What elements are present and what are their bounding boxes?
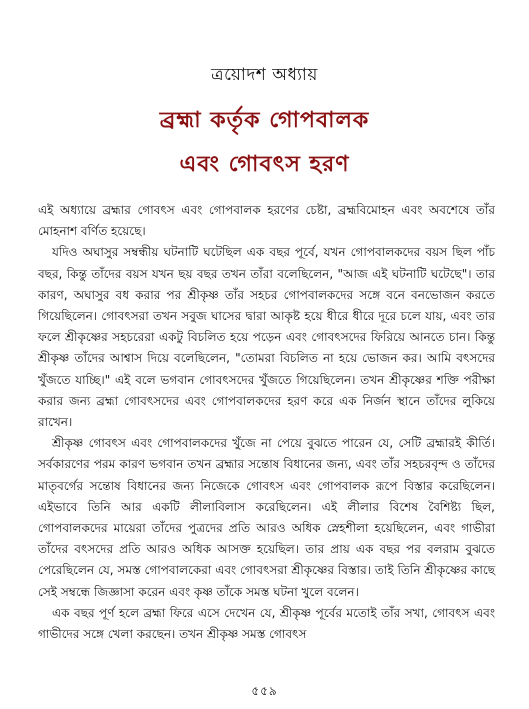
- body-text: [38, 200, 495, 645]
- paragraph-3: শ্রীকৃষ্ণ গোবৎস এবং গোপবালকদের খুঁজে না পেয়ে বুঝতে পারেন যে, সেটি ব্রহ্মারই কীর্তি। সর্বকারণের পরম কারণ ভগবান তখন ব্রহ্মার সন্তোষ বিধানের জন্য, এবং তাঁর সহচরবৃন্দ ও তাঁদের মাতৃবর্গের সন্তোষ বিধানের জন্য নিজেকে গোবৎস এবং গোপবালক রূপে বিস্তার করেছিলেন। এইভাবে তিনি আর একটি লীলাবিলাস করেছিলেন। এই লীলার বিশেষ বৈশিষ্ট্য ছিল, গোপবালকদের মায়েরা তাঁদের পুত্রদের প্রতি আরও অধিক স্নেহশীলা হয়েছিলেন, এবং গাভীরা তাঁদের বৎসদের প্রতি আরও অধিক আসক্ত হয়েছিল। তার প্রায় এক বছর পর বলরাম বুঝতে পেরেছিলেন যে, সমস্ত গোপবালকেরা এবং গোবৎসরা শ্রীকৃষ্ণের বিস্তার। তাই তিনি শ্রীকৃষ্ণের কাছে সেই সম্বন্ধে জিজ্ঞাসা করেন এবং কৃষ্ণ তাঁকে সমস্ত ঘটনা খুলে বলেন।: [38, 436, 495, 599]
- page-number: ৫৫৯: [251, 684, 278, 698]
- chapter-title-line-2: এবং গোবৎস হরণ: [179, 151, 350, 177]
- chapter-title-line-1: ব্রহ্মা কর্তৃক গোপবালক: [159, 107, 370, 133]
- paragraph-4: এক বছর পূর্ণ হলে ব্রহ্মা ফিরে এসে দেখেন যে, শ্রীকৃষ্ণ পূর্বের মতোই তাঁর সখা, গোবৎস এবং গাভীদের সঙ্গে খেলা করছেন। তখন শ্রীকৃষ্ণ সমস্ত গোবৎস: [38, 605, 495, 642]
- chapter-label: ত্রয়োদশ অধ্যায়: [211, 65, 318, 85]
- paragraph-2: যদিও অঘাসুর সম্বন্ধীয় ঘটনাটি ঘটেছিল এক বছর পূর্বে, যখন গোপবালকদের বয়স ছিল পাঁচ বছর, কিন্তু তাঁদের বয়স যখন ছয় বছর তখন তাঁরা বলেছিলেন, "আজ এই ঘটনাটি ঘটেছে"। তার কারণ, অঘাসুর বধ করার পর শ্রীকৃষ্ণ তাঁর সহচর গোপবালকদের সঙ্গে বনে বনভোজন করতে গিয়েছিলেন। গোবৎসরা তখন সবুজ ঘাসের দ্বারা আকৃষ্ট হয়ে ধীরে ধীরে দূরে চলে যায়, এবং তার ফলে শ্রীকৃষ্ণের সহচরেরা একটু বিচলিত হয়ে পড়েন এবং গোবৎসদের ফিরিয়ে আনতে চান। কিন্তু শ্রীকৃষ্ণ তাঁদের আশ্বাস দিয়ে বলেছিলেন, "তোমরা বিচলিত না হয়ে ভোজন কর। আমি বৎসদের খুঁজতে যাচ্ছি।" এই বলে ভগবান গোবৎসদের খুঁজতে গিয়েছিলেন। তখন শ্রীকৃষ্ণের শক্তি পরীক্ষা করার জন্য ব্রহ্মা গোবৎসদের এবং গোপবালকদের হরণ করে এক নির্জন স্থানে তাঁদের লুকিয়ে রাখেন।: [38, 245, 495, 430]
- paragraph-1: এই অধ্যায়ে ব্রহ্মার গোবৎস এবং গোপবালক হরণের চেষ্টা, ব্রহ্মবিমোহন এবং অবশেষে তাঁর মোহনাশ বর্ণিত হয়েছে।: [38, 203, 495, 239]
